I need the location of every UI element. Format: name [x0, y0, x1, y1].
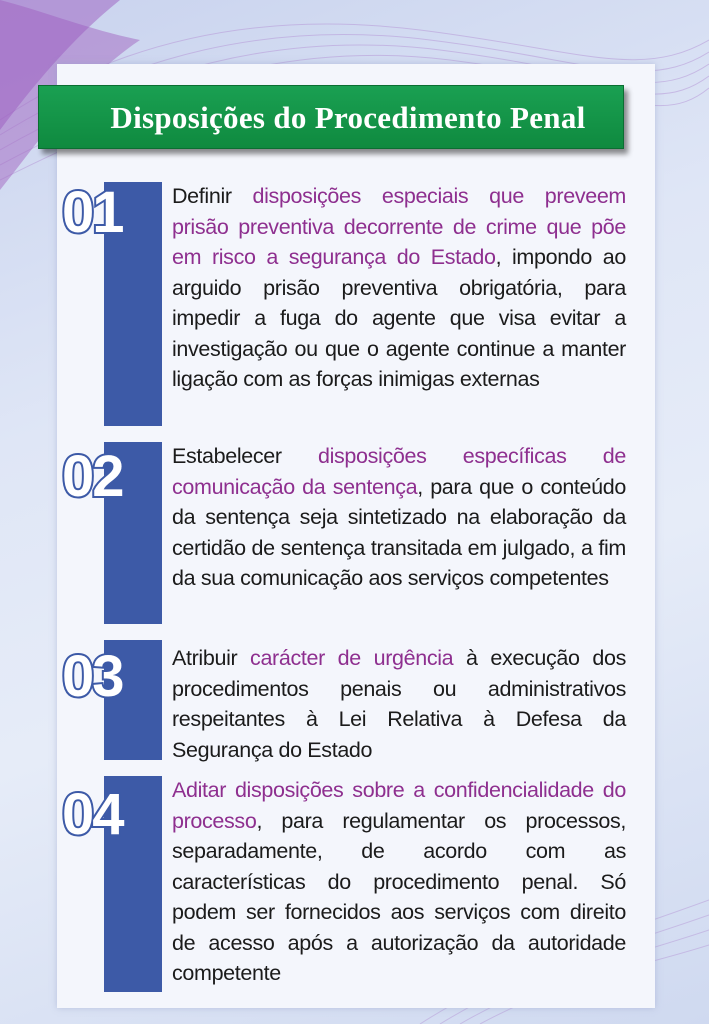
title-banner [38, 85, 624, 149]
item-1-highlight: disposições especiais que preveem prisão preventiva decorrente de crime que põe em risco a segurança do Estado [172, 184, 626, 269]
item-4-highlight: Aditar disposições sobre a confidencialidade do processo [172, 778, 626, 833]
item-1-number: 01 [62, 180, 123, 245]
item-3-number: 03 [62, 644, 123, 709]
item-3-text: Atribuir carácter de urgência à execução dos procedimentos penais ou administrativos respeitantes à Lei Relativa à Defesa da Segurança do Estado [172, 646, 626, 762]
item-2-text: Estabelecer disposições específicas de comunicação da sentença, para que o conteúdo da sentença seja sintetizado na elaboração da certidão de sentença transitada em julgado, a fim da sua comunicação aos serviços competentes [172, 444, 627, 590]
item-2-highlight: disposições específicas de comunicação da sentença [172, 444, 627, 499]
page-title: Disposições do Procedimento Penal [110, 100, 586, 135]
item-2-number: 02 [62, 444, 123, 509]
item-4-number: 04 [62, 782, 123, 847]
item-1-text: Definir disposições especiais que preveem prisão preventiva decorrente de crime que põe em risco a segurança do Estado, impondo ao arguido prisão preventiva obrigatória, para impedir a fuga do agente que visa evitar a investigação ou que o agente continue a manter ligação com as forças inimigas externas [172, 184, 627, 391]
item-3-highlight: carácter de urgência [250, 646, 454, 670]
item-4-text: Aditar disposições sobre a confidencialidade do processo, para regulamentar os processos, separadamente, de acordo com as características do procedimento penal. Só podem ser fornecidos aos serviços com direito de acesso após a autorização da autoridade competente [172, 778, 626, 985]
